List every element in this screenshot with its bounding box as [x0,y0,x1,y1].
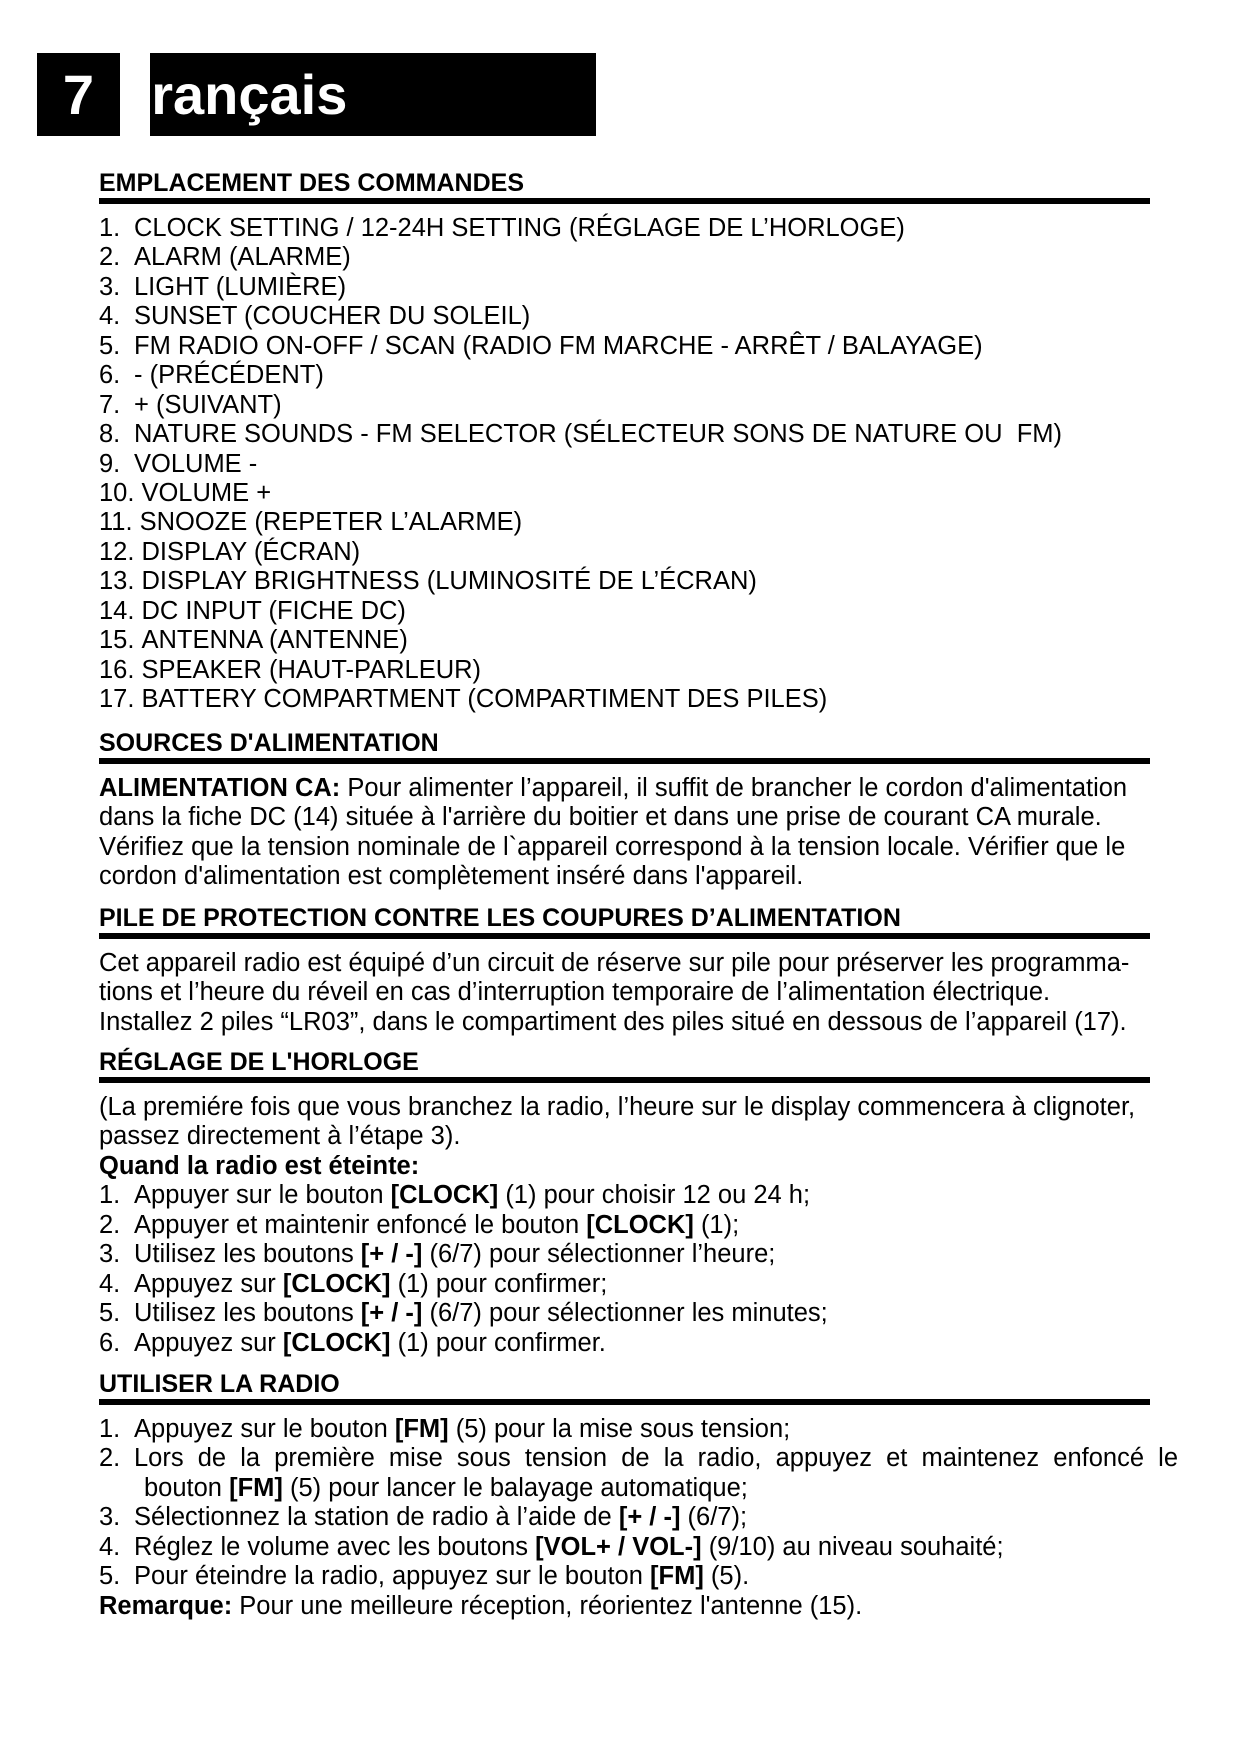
list-item [99,420,1199,449]
list-item [99,1211,1199,1240]
section-heading: UTILISER LA RADIO [99,1370,340,1398]
text-line [99,833,1199,862]
bold-text-segment: ALIMENTATION CA: [99,774,341,802]
list-item-number: 4. [99,1532,121,1561]
list-item-number: 2. [99,1444,121,1473]
text-segment: passez directement à l’étape 3). [99,1122,461,1151]
text-segment: SPEAKER (HAUT-PARLEUR) [141,655,482,684]
list-item-number: 4. [99,1269,121,1298]
text-line [99,1093,1199,1122]
page-number-badge [37,53,120,136]
section-heading: SOURCES D'ALIMENTATION [99,729,439,757]
list-item [99,391,1199,420]
text-segment: (1) pour confirmer. [390,1328,606,1357]
list-item-number: 5. [99,331,121,360]
list-item-number: 12. [99,537,135,566]
text-line [99,978,1199,1007]
list-item [99,450,1199,479]
text-line [99,862,1199,891]
list-item [99,1240,1199,1269]
list-item-number: 13. [99,567,135,596]
list-item-number: 4. [99,302,121,331]
list-item-number: 16. [99,655,135,684]
section-heading: EMPLACEMENT DES COMMANDES [99,169,525,197]
text-line [99,949,1199,978]
bold-text-segment: [+ / -] [618,1503,681,1532]
text-segment: DISPLAY BRIGHTNESS (LUMINOSITÉ DE L’ÉCRAN) [141,567,757,596]
text-segment: Cet appareil radio est équipé d’un circuit de réserve sur pile pour préserver les programma- [99,949,1130,977]
text-segment: (1); [693,1210,740,1239]
text-segment: (6/7) pour sélectionner les minutes; [422,1299,828,1328]
list-item [99,1270,1199,1299]
text-segment: (6/7); [680,1503,748,1532]
bold-text-segment: [CLOCK] [282,1328,391,1357]
text-segment: - (PRÉCÉDENT) [134,361,324,390]
language-title: Français [117,63,348,126]
list-item-number: 11. [99,508,133,537]
bold-text-segment: [FM] [650,1562,704,1591]
list-item-number: 17. [99,685,135,713]
text-segment: (1) pour confirmer; [390,1269,608,1298]
text-line [99,1008,1199,1037]
list-item [99,361,1199,390]
text-segment: tions et l’heure du réveil en cas d’interruption temporaire de l’alimentation électrique. [99,978,1051,1007]
list-item [99,1503,1199,1532]
text-segment: SUNSET (COUCHER DU SOLEIL) [134,302,531,331]
list-item [99,508,1199,537]
text-segment: Installez 2 piles “LR03”, dans le compartiment des piles situé en dessous de l’appareil (17). [99,1007,1127,1036]
list-item-number: 3. [99,1503,121,1532]
list-item [99,1415,1199,1444]
list-item [99,479,1199,508]
list-item-number: 6. [99,361,121,390]
text-segment: Pour alimenter l’appareil, il suffit de brancher le cordon d'alimentation [340,774,1128,802]
text-segment: (La premiére fois que vous branchez la radio, l’heure sur le display commencera à clignoter, [99,1093,1136,1121]
bold-text-segment: [CLOCK] [390,1181,499,1210]
list-item-continuation [99,1474,1199,1503]
list-item-number: 7. [99,390,121,419]
list-item [99,1299,1199,1328]
list-item-number: 3. [99,272,121,301]
text-segment: dans la fiche DC (14) située à l'arrière du boitier et dans une prise de courant CA murale. [99,803,1102,832]
list-item-number: 1. [99,1415,121,1443]
text-segment: DC INPUT (FICHE DC) [141,596,406,625]
text-line [99,1152,1199,1181]
bold-text-segment: [+ / -] [360,1240,423,1269]
section-backup-battery [99,904,1199,1037]
list-item-number: 3. [99,1240,121,1269]
bold-text-segment: [CLOCK] [586,1210,694,1239]
list-item-number: 10. [99,478,135,507]
text-segment: VOLUME - [134,449,258,478]
section-divider [99,1077,1150,1083]
section-body [99,1415,1199,1621]
section-divider [99,198,1150,204]
list-item [99,332,1199,361]
bold-text-segment: [CLOCK] [282,1269,391,1298]
text-segment: cordon d'alimentation est complètement inséré dans l'appareil. [99,862,804,891]
list-item-number: 2. [99,1210,121,1239]
section-clock-setting [99,1048,1199,1358]
list-item-number: 9. [99,449,121,478]
text-segment: Vérifiez que la tension nominale de l`appareil correspond à la tension locale. Vérifier que le [99,832,1126,861]
text-segment: (5) pour la mise sous tension; [448,1415,791,1443]
text-segment: NATURE SOUNDS - FM SELECTOR (SÉLECTEUR SONS DE NATURE OU FM) [134,420,1062,449]
text-segment: Appuyer et maintenir enfoncé le bouton [134,1210,587,1239]
text-segment: Lors de la première mise sous tension de la radio, appuyez et maintenez enfoncé le [134,1444,1178,1473]
list-item [99,1533,1199,1562]
list-item [99,1444,1178,1473]
section-body [99,774,1199,892]
list-item-number: 6. [99,1328,121,1357]
text-segment: BATTERY COMPARTMENT (COMPARTIMENT DES PILES) [141,685,828,713]
list-item-number: 15. [99,626,135,655]
bold-text-segment: [VOL+ / VOL-] [535,1532,702,1561]
text-segment: DISPLAY (ÉCRAN) [141,537,361,566]
list-item [99,273,1199,302]
text-segment: LIGHT (LUMIÈRE) [134,272,347,301]
text-segment: (1) pour choisir 12 ou 24 h; [498,1181,811,1210]
bold-text-segment: Quand la radio est éteinte: [99,1151,420,1180]
text-segment: Utilisez les boutons [134,1240,361,1269]
text-segment: Appuyez sur [134,1269,283,1298]
list-item [99,1562,1199,1591]
text-segment: Utilisez les boutons [134,1299,361,1328]
list-item-number: 8. [99,420,121,449]
list-item-number: 2. [99,243,121,272]
text-line [99,803,1199,832]
text-segment: CLOCK SETTING / 12-24H SETTING (RÉGLAGE DE L’HORLOGE) [134,214,905,242]
list-item [99,214,1199,243]
section-using-radio [99,1370,1199,1621]
list-item [99,243,1199,272]
bold-text-segment: Remarque: [99,1591,233,1620]
section-heading: PILE DE PROTECTION CONTRE LES COUPURES D’ALIMENTATION [99,904,901,932]
list-item-number: 1. [99,214,121,242]
section-body [99,214,1199,714]
text-segment: (6/7) pour sélectionner l’heure; [422,1240,776,1269]
page-number: 7 [62,63,95,126]
text-segment: Réglez le volume avec les boutons [134,1532,536,1561]
list-item-number: 5. [99,1299,121,1328]
section-body [99,949,1199,1037]
text-segment: (9/10) au niveau souhaité; [701,1532,1004,1561]
text-segment: ANTENNA (ANTENNE) [141,626,408,655]
section-divider [99,1399,1150,1405]
list-item [99,597,1199,626]
text-segment: Pour éteindre la radio, appuyez sur le bouton [134,1562,651,1591]
list-item [99,567,1199,596]
text-segment: Appuyez sur le bouton [134,1415,395,1443]
text-segment: bouton [144,1473,230,1502]
text-segment: Appuyer sur le bouton [134,1181,391,1210]
section-body [99,1093,1199,1358]
list-item [99,538,1199,567]
list-item-number: 14. [99,596,135,625]
text-segment: VOLUME + [141,478,272,507]
list-item [99,656,1199,685]
text-segment: ALARM (ALARME) [134,243,351,272]
bold-text-segment: [FM] [394,1415,449,1443]
text-line [99,1592,1199,1621]
section-heading: RÉGLAGE DE L'HORLOGE [99,1048,419,1076]
list-item-number: 1. [99,1181,121,1210]
list-item-number: 5. [99,1562,121,1591]
text-segment: Appuyez sur [134,1328,283,1357]
section-power-sources [99,729,1199,892]
list-item [99,1181,1199,1210]
bold-text-segment: [FM] [229,1473,283,1502]
section-controls-location [99,169,1199,714]
bold-text-segment: [+ / -] [360,1299,423,1328]
list-item [99,626,1199,655]
text-line [99,1122,1199,1151]
list-item [99,1329,1199,1358]
text-line [99,774,1199,803]
text-segment: + (SUIVANT) [134,390,282,419]
section-divider [99,758,1150,764]
text-segment: (5) pour lancer le balayage automatique; [282,1473,748,1502]
list-item [99,302,1199,331]
list-item [99,685,1199,714]
text-segment: Pour une meilleure réception, réorientez l'antenne (15). [232,1591,863,1620]
text-segment: SNOOZE (REPETER L’ALARME) [139,508,523,537]
text-segment: (5). [703,1562,750,1591]
text-segment: FM RADIO ON-OFF / SCAN (RADIO FM MARCHE - ARRÊT / BALAYAGE) [134,331,983,360]
section-divider [99,933,1150,939]
text-segment: Sélectionnez la station de radio à l’aide de [134,1503,619,1532]
